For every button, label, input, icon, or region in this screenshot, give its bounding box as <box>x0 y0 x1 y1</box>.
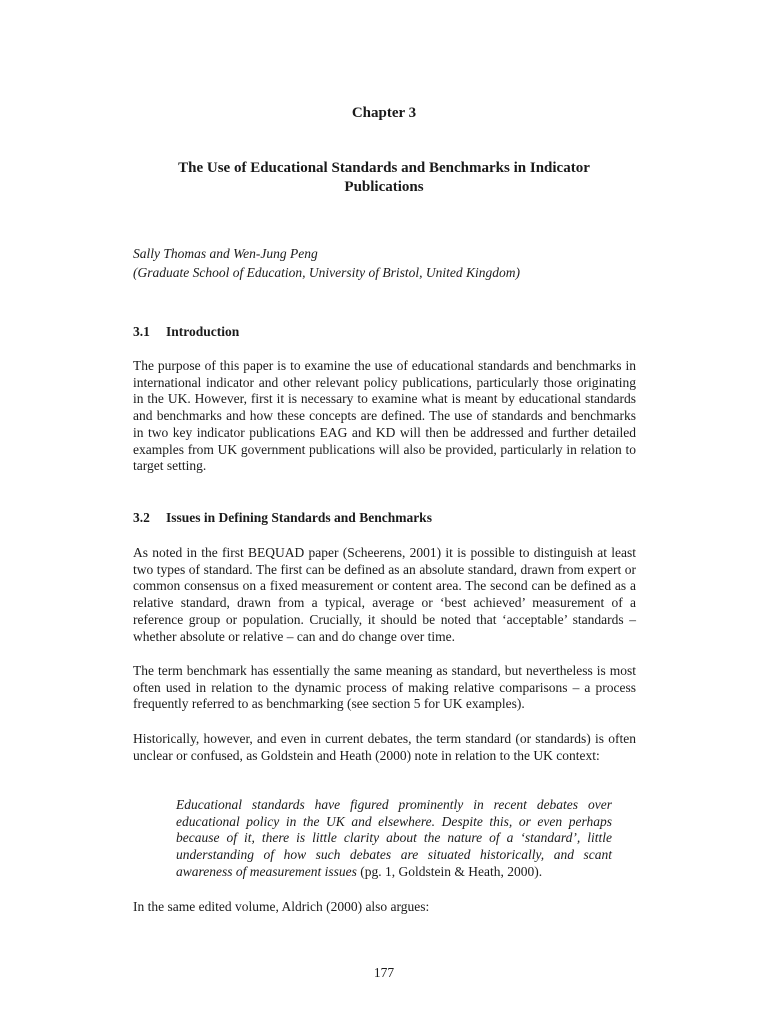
quote-citation: (pg. 1, Goldstein & Heath, 2000). <box>356 863 543 879</box>
section-heading-introduction <box>133 323 239 341</box>
paragraph-issues-3: Historically, however, and even in current debates, the term standard (or standards) is often unclear or confused, as Goldstein and Heath (2000) note in relation to the UK context: <box>133 731 636 763</box>
section-heading-issues <box>133 509 432 527</box>
section-title: Issues in Defining Standards and Benchmarks <box>166 510 432 525</box>
paragraph-issues-4: In the same edited volume, Aldrich (2000) also argues: <box>133 899 430 914</box>
author-names: Sally Thomas and Wen-Jung Peng <box>133 246 318 261</box>
chapter-heading: Chapter 3 <box>351 105 417 121</box>
author-affiliation: (Graduate School of Education, University of Bristol, United Kingdom) <box>133 265 520 280</box>
page-number: 177 <box>373 965 395 980</box>
paragraph-issues-2: The term benchmark has essentially the same meaning as standard, but nevertheless is most often used in relation to the dynamic process of making relative comparisons – a process frequently referred to as benchmarking (see section 5 for UK examples). <box>133 663 636 712</box>
section-number: 3.1 <box>133 324 150 339</box>
paragraph-issues-1: As noted in the first BEQUAD paper (Scheerens, 2001) it is possible to distinguish at least two types of standard. The first can be defined as an absolute standard, drawn from expert or common consensus on a fixed measurement or content area. The second can be defined as a relative standard, drawn from a typical, average or ‘best achieved’ measurement of a reference group or population. Crucially, it should be noted that ‘acceptable’ standards – whether absolute or relative – can and do change over time. <box>133 545 636 644</box>
section-number: 3.2 <box>133 510 150 525</box>
quote-text: Educational standards have figured prominently in recent debates over educational policy in the UK and elsewhere. Despite this, or even perhaps because of it, there is little clarity about the nature of a ‘standard’, little understanding of how such debates are situated historically, and scant awareness of measurement issues <box>176 797 612 879</box>
chapter-title: The Use of Educational Standards and Benchmarks in Indicator Publications <box>178 160 590 195</box>
author-block <box>133 244 520 282</box>
paragraph-introduction: The purpose of this paper is to examine the use of educational standards and benchmarks in international indicator and other relevant policy publications, particularly those originating in the UK. However, first it is necessary to examine what is meant by educational standards and benchmarks and how these concepts are defined. The use of standards and benchmarks in two key indicator publications EAG and KD will then be addressed and further detailed examples from UK government publications will also be provided, particularly in relation to target setting. <box>133 358 636 474</box>
section-title: Introduction <box>166 324 240 339</box>
block-quote <box>176 797 612 881</box>
